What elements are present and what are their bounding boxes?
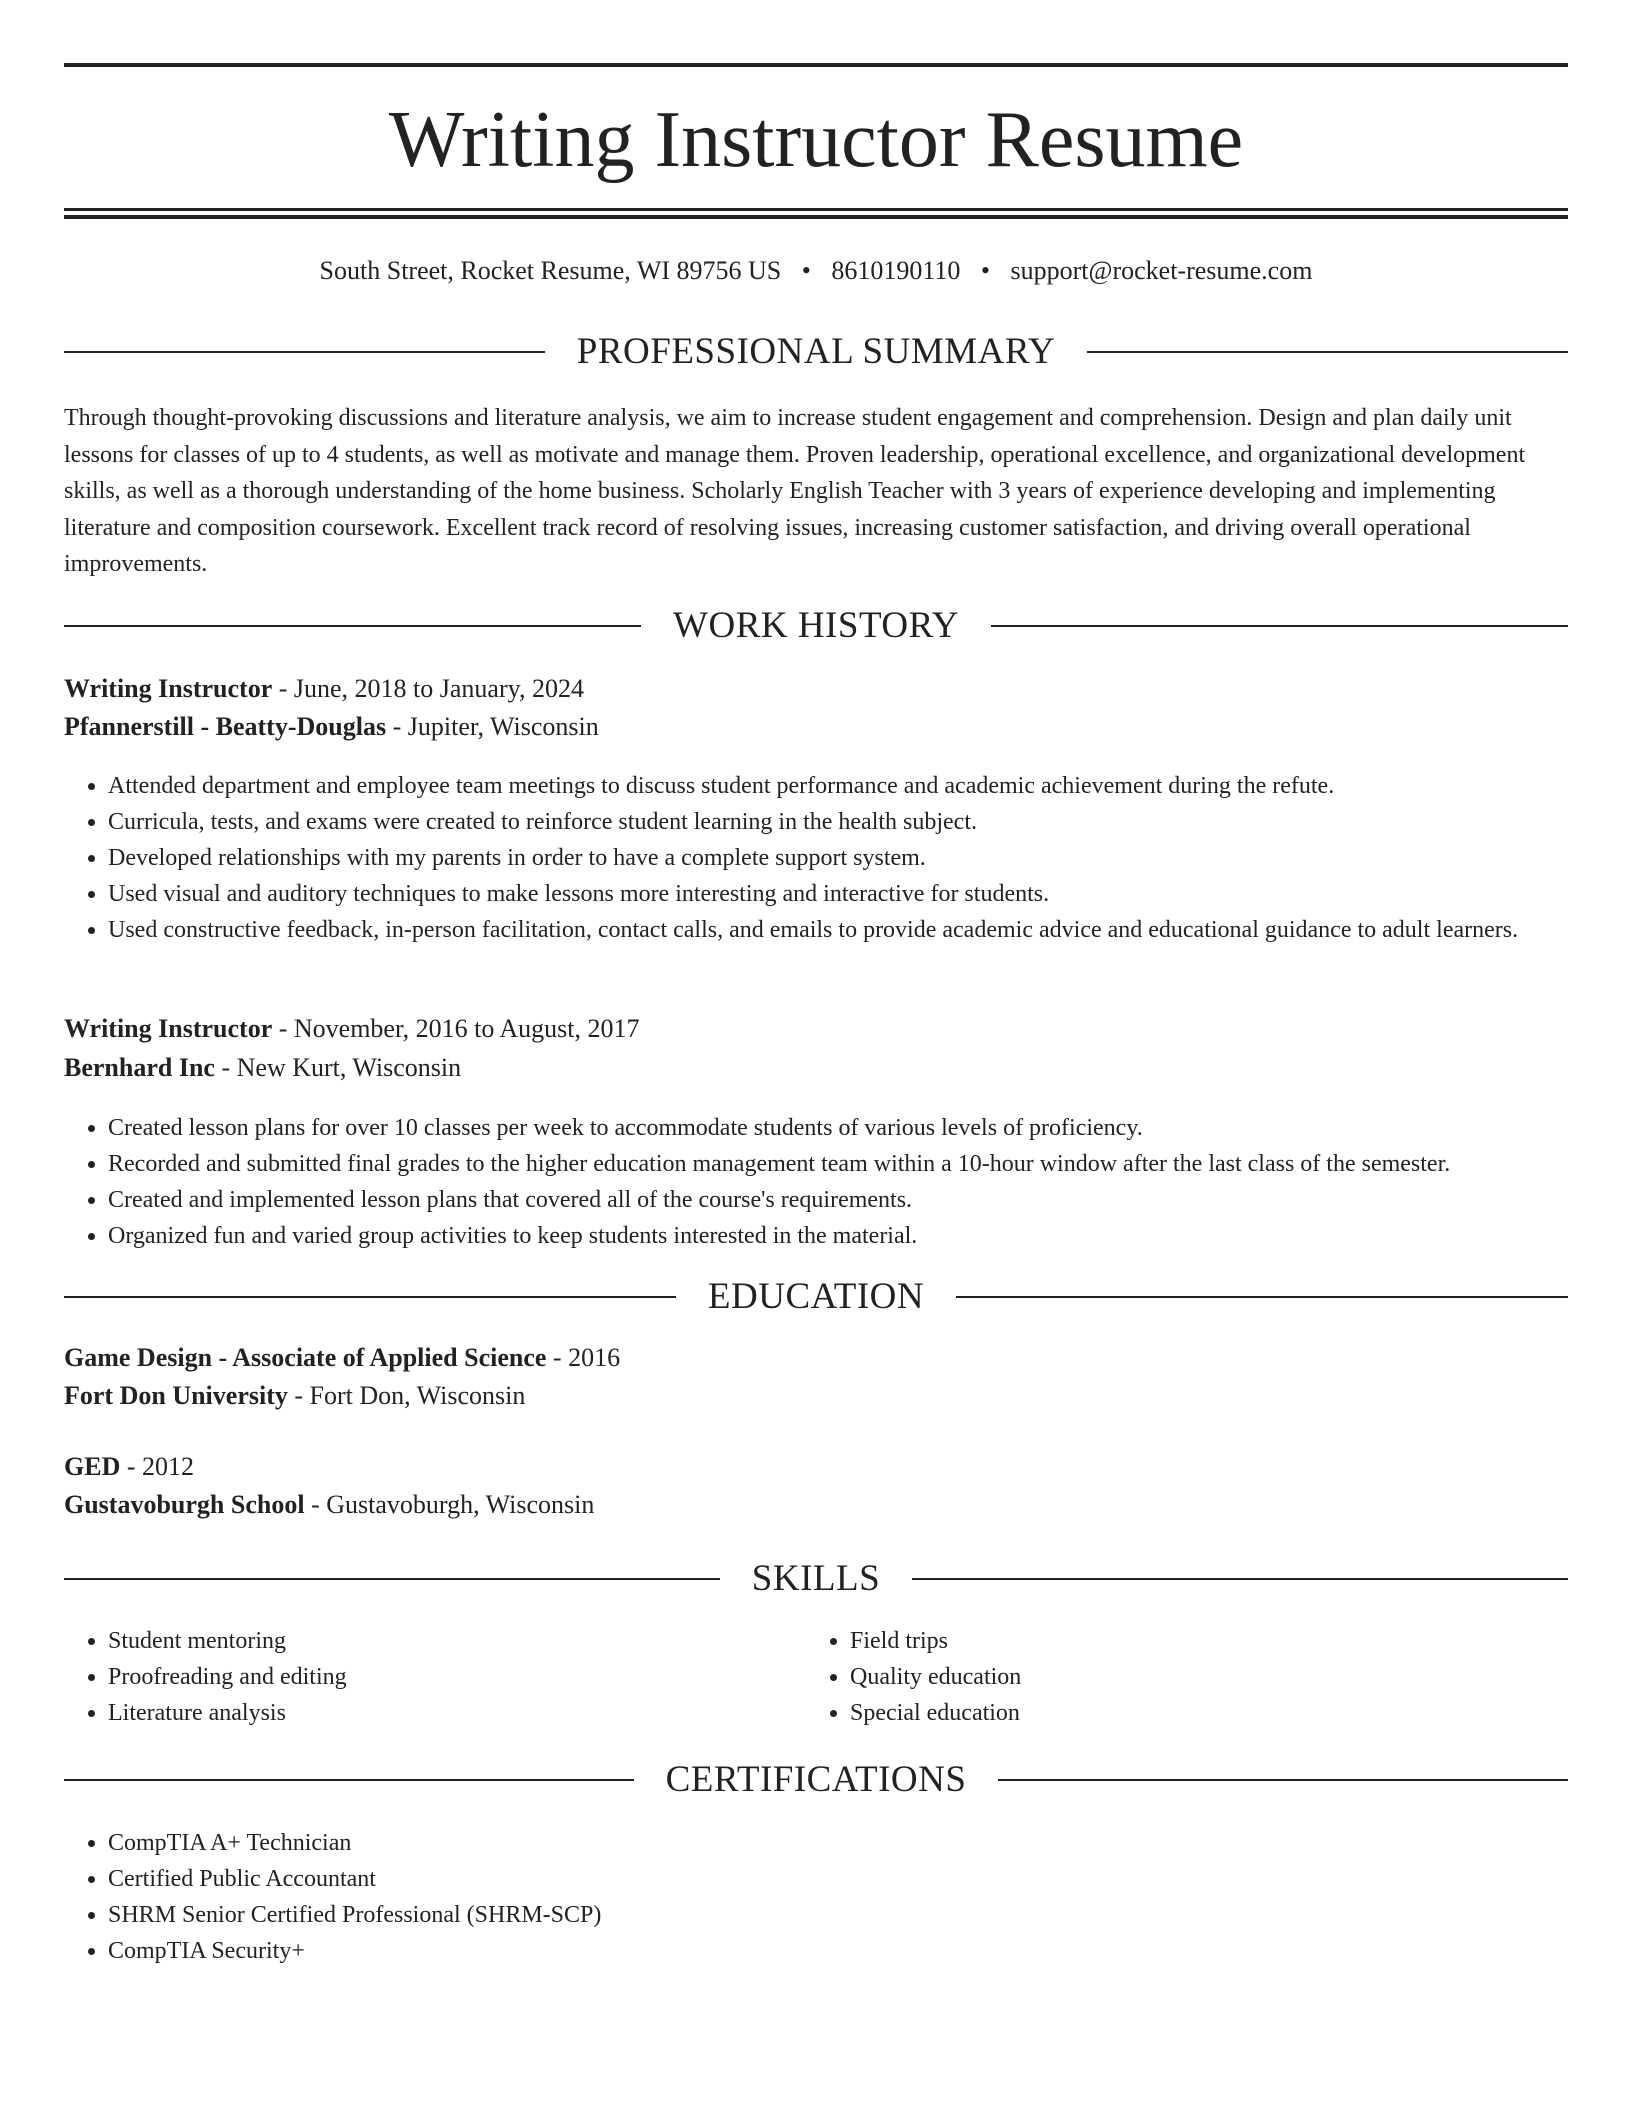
resume-title: Writing Instructor Resume <box>388 96 1244 184</box>
degree-year: - 2016 <box>546 1343 621 1372</box>
degree-line <box>64 1450 1568 1484</box>
contact-email: support@rocket-resume.com <box>1010 256 1313 285</box>
degree-name: GED <box>64 1452 121 1481</box>
skills-list-left <box>64 1623 808 1731</box>
school-location: - Fort Don, Wisconsin <box>287 1381 526 1410</box>
list-item: • Created lesson plans for over 10 classes per week to accommodate students of various levels of proficiency. <box>108 1110 1548 1146</box>
contact-separator: • <box>980 256 991 285</box>
certification-item: • SHRM Senior Certified Professional (SHRM-SCP) <box>108 1897 1548 1933</box>
heading-rule <box>991 625 1568 627</box>
school-location: - Gustavoburgh, Wisconsin <box>304 1490 595 1519</box>
list-item: • Organized fun and varied group activities to keep students interested in the material. <box>108 1218 1548 1254</box>
certification-item: • Certified Public Accountant <box>108 1861 1548 1897</box>
degree-line <box>64 1341 1568 1375</box>
section-heading-education <box>64 1275 1568 1319</box>
heading-rule <box>912 1578 1568 1580</box>
job-company-line <box>64 710 1568 744</box>
contact-phone: 8610190110 <box>831 256 961 285</box>
skill-item: • Literature analysis <box>108 1695 808 1731</box>
section-title: EDUCATION <box>707 1276 925 1317</box>
job-dates: - November, 2016 to August, 2017 <box>272 1014 640 1043</box>
heading-rule <box>64 625 641 627</box>
contact-separator: • <box>801 256 811 285</box>
certifications-list <box>64 1825 1548 1969</box>
school-name: Gustavoburgh School <box>64 1490 305 1519</box>
skill-item: • Student mentoring <box>108 1623 808 1659</box>
job-title: Writing Instructor <box>64 674 273 703</box>
section-title: PROFESSIONAL SUMMARY <box>576 331 1056 372</box>
job-location: - New Kurt, Wisconsin <box>214 1053 462 1082</box>
heading-rule <box>64 1296 676 1298</box>
heading-rule <box>64 351 545 353</box>
list-item: • Curricula, tests, and exams were created to reinforce student learning in the health subject. <box>108 804 1548 840</box>
degree-name: Game Design - Associate of Applied Science <box>64 1343 547 1372</box>
list-item: • Used constructive feedback, in-person facilitation, contact calls, and emails to provide academic advice and educational guidance to adult learners. <box>108 912 1548 948</box>
heading-rule <box>1087 351 1568 353</box>
job-company: Pfannerstill - Beatty-Douglas <box>64 712 387 741</box>
header-rule-upper <box>64 208 1568 211</box>
contact-line <box>64 254 1568 288</box>
section-heading-skills <box>64 1557 1568 1601</box>
list-item: • Developed relationships with my parents in order to have a complete support system. <box>108 840 1548 876</box>
skill-item: • Field trips <box>850 1623 1550 1659</box>
school-line <box>64 1379 1568 1413</box>
degree-year: - 2012 <box>120 1452 195 1481</box>
job-dates: - June, 2018 to January, 2024 <box>272 674 584 703</box>
certification-item: • CompTIA Security+ <box>108 1933 1548 1969</box>
list-item: • Used visual and auditory techniques to make lessons more interesting and interactive for students. <box>108 876 1548 912</box>
section-heading-summary <box>64 330 1568 374</box>
list-item: • Recorded and submitted final grades to the higher education management team within a 10-hour window after the last class of the semester. <box>108 1146 1548 1182</box>
job-company-line <box>64 1051 1568 1085</box>
heading-rule <box>64 1578 720 1580</box>
skill-item: • Quality education <box>850 1659 1550 1695</box>
school-name: Fort Don University <box>64 1381 288 1410</box>
section-heading-certifications <box>64 1758 1568 1802</box>
job-title: Writing Instructor <box>64 1014 273 1043</box>
contact-address: South Street, Rocket Resume, WI 89756 US <box>319 256 782 285</box>
job-company: Bernhard Inc <box>64 1053 215 1082</box>
heading-rule <box>998 1779 1568 1781</box>
summary-text: Through thought-provoking discussions and literature analysis, we aim to increase student engagement and comprehension. Design and plan daily unit lessons for classes of up to 4 students, as well as motivate and manage them. Proven leadership, operational excellence, and organizational development skills, as well as a thorough understanding of the home business. Scholarly English Teacher with 3 years of experience developing and implementing literature and composition coursework. Excellent track record of resolving issues, increasing customer satisfaction, and driving overall operational improvements. <box>64 405 1526 577</box>
job-duties-list <box>64 768 1548 948</box>
school-line <box>64 1488 1568 1522</box>
section-title: SKILLS <box>751 1558 881 1599</box>
section-heading-work-history <box>64 604 1568 648</box>
job-location: - Jupiter, Wisconsin <box>386 712 599 741</box>
section-title: CERTIFICATIONS <box>665 1759 967 1800</box>
list-item: • Created and implemented lesson plans that covered all of the course's requirements. <box>108 1182 1548 1218</box>
skills-list-right <box>806 1623 1550 1731</box>
header-rule-lower <box>64 215 1568 219</box>
resume-header <box>0 0 1632 285</box>
header-top-rule <box>64 63 1568 67</box>
skill-item: • Proofreading and editing <box>108 1659 808 1695</box>
section-title: WORK HISTORY <box>673 605 959 646</box>
heading-rule <box>64 1779 634 1781</box>
certification-item: • CompTIA A+ Technician <box>108 1825 1548 1861</box>
job-title-line <box>64 1012 1568 1046</box>
job-duties-list <box>64 1110 1548 1254</box>
job-title-line <box>64 672 1568 706</box>
list-item: • Attended department and employee team meetings to discuss student performance and academic achievement during the refute. <box>108 768 1548 804</box>
skill-item: • Special education <box>850 1695 1550 1731</box>
heading-rule <box>956 1296 1568 1298</box>
